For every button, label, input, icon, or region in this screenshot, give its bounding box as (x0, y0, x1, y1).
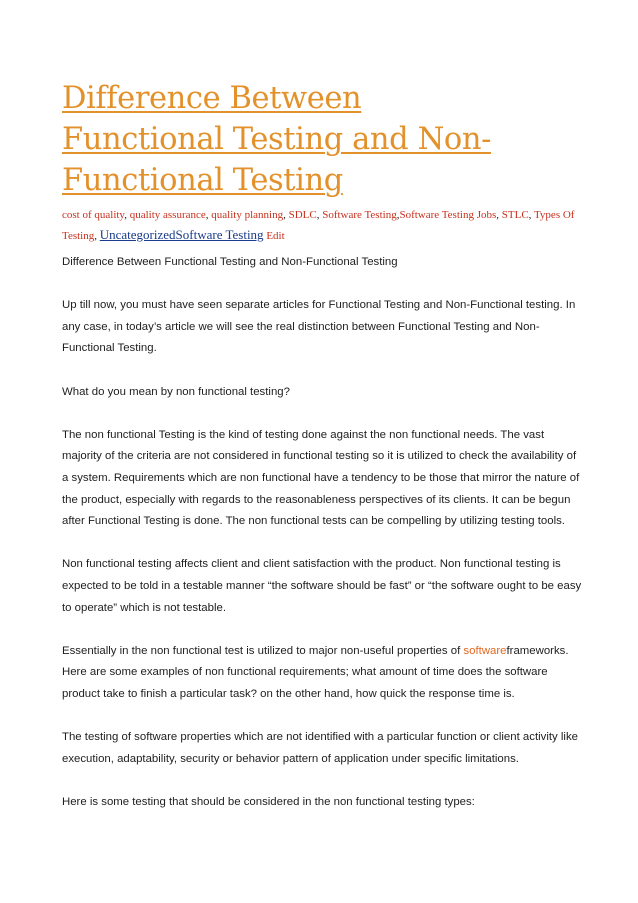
tag-link[interactable]: quality planning (211, 209, 284, 221)
paragraph: The non functional Testing is the kind of testing done against the non functional needs. The vast majority of the criteria are not considered in functional testing so it is utilized to check the availability of a system. Requirements which are non functional have a tendency to be those that mirror the nature of the product, especially with regards to the reasonableness perspectives of its clients. It can be begun after Functional Testing is done. The non functional tests can be compelling by utilizing testing tools. (62, 428, 580, 528)
tag-link[interactable]: Software Testing (322, 209, 397, 221)
tag-link[interactable]: Types Of Testing (62, 209, 575, 242)
paragraph: The testing of software properties which are not identified with a particular function or client activity like execution, adaptability, security or behavior pattern of application under specific limitations. (62, 731, 578, 765)
paragraph (62, 641, 582, 706)
article (62, 78, 582, 835)
paragraph: Non functional testing affects client and client satisfaction with the product. Non functional testing is expected to be told in a testable manner “the software should be fast” or “the software ought to be easy to operate” which is not testable. (62, 558, 582, 614)
tag-link[interactable]: SDLC (288, 209, 317, 221)
title-line-2[interactable]: Functional Testing and Non- (62, 122, 491, 157)
software-link[interactable]: software (463, 644, 507, 657)
paragraph: Up till now, you must have seen separate articles for Functional Testing and Non-Functional testing. In any case, in today’s article we will see the real distinction between Functional Testing and Non-Functional Testing. (62, 299, 576, 355)
article-title[interactable] (62, 78, 582, 201)
tag-link[interactable]: quality assurance (129, 209, 206, 221)
article-body (62, 252, 582, 813)
tag-link[interactable]: Software Testing Jobs (399, 209, 497, 221)
category-link[interactable]: Software Testing (175, 227, 264, 242)
paragraph: What do you mean by non functional testing? (62, 385, 290, 398)
category-link[interactable]: Uncategorized (99, 227, 176, 242)
paragraph-text: Essentially in the non functional test is utilized to major non-useful properties of (62, 644, 464, 657)
paragraph-text: frameworks. Here are some examples of non functional requirements; what amount of time does the software product take to finish a particular task? on the other hand, how quick the response time is. (62, 644, 569, 700)
tag-link[interactable]: STLC (501, 209, 529, 221)
title-line-1[interactable]: Difference Between (62, 81, 362, 116)
post-meta: cost of quality, quality assurance, quality planning, SDLC, Software Testing,Software Testing Jobs, STLC, Types Of Testing, UncategorizedSoftware Testing Edit (62, 209, 575, 242)
tag-link[interactable]: cost of quality (62, 209, 125, 221)
title-line-3[interactable]: Functional Testing (62, 163, 343, 198)
paragraph: Here is some testing that should be considered in the non functional testing types: (62, 795, 475, 808)
paragraph: Difference Between Functional Testing and Non-Functional Testing (62, 256, 398, 268)
edit-link[interactable]: Edit (266, 230, 285, 242)
